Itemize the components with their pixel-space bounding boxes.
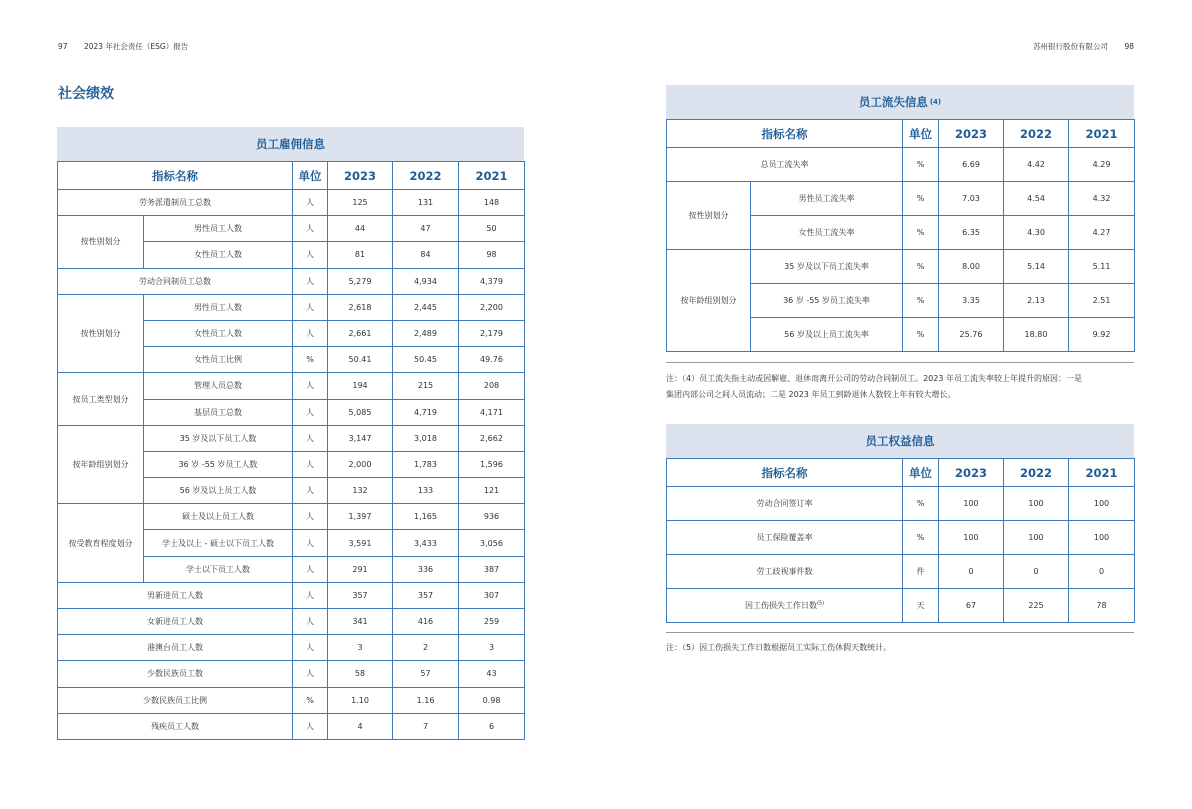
- table-row: [58, 373, 525, 399]
- table-row: [58, 661, 525, 687]
- value-2021: 1,596: [459, 451, 525, 477]
- row-unit: %: [293, 687, 328, 713]
- header-indicator: 指标名称: [667, 120, 903, 148]
- value-2021: 100: [1069, 521, 1135, 555]
- row-label: 女性员工人数: [144, 320, 293, 346]
- table-row: [58, 687, 525, 713]
- header-unit: 单位: [903, 120, 939, 148]
- row-unit: 人: [293, 530, 328, 556]
- table-header-row: [58, 162, 525, 190]
- value-2021: 100: [1069, 487, 1135, 521]
- row-unit: 人: [293, 713, 328, 739]
- value-2023: 3.35: [939, 284, 1004, 318]
- row-unit: 人: [293, 451, 328, 477]
- row-unit: 人: [293, 582, 328, 608]
- table-header-row: [667, 120, 1135, 148]
- header-2023: 2023: [328, 162, 393, 190]
- employment-caption: 员工雇佣信息: [57, 127, 524, 161]
- value-2023: 7.03: [939, 182, 1004, 216]
- value-2022: 4,719: [393, 399, 459, 425]
- left-header: [58, 41, 202, 52]
- row-unit: %: [903, 521, 939, 555]
- value-2023: 4: [328, 713, 393, 739]
- value-2023: 100: [939, 521, 1004, 555]
- row-group-label: 按性别划分: [58, 216, 144, 268]
- row-label: 少数民族员工比例: [58, 687, 293, 713]
- row-group-label: 按受教育程度划分: [58, 504, 144, 583]
- value-2023: 3: [328, 635, 393, 661]
- value-2021: 2.51: [1069, 284, 1135, 318]
- row-label: 56 岁及以上员工人数: [144, 478, 293, 504]
- row-label: 学士及以上 - 硕士以下员工人数: [144, 530, 293, 556]
- company-name: 苏州银行股份有限公司: [1033, 42, 1109, 51]
- value-2023: 291: [328, 556, 393, 582]
- value-2021: 387: [459, 556, 525, 582]
- value-2023: 2,661: [328, 320, 393, 346]
- row-unit: %: [903, 318, 939, 352]
- right-page-number: 98: [1124, 42, 1134, 51]
- header-2022: 2022: [393, 162, 459, 190]
- value-2021: 6: [459, 713, 525, 739]
- value-2023: 1,397: [328, 504, 393, 530]
- table-row: [667, 589, 1135, 623]
- row-unit: %: [903, 250, 939, 284]
- turnover-caption: 员工流失信息 (4): [666, 85, 1134, 119]
- row-unit: 人: [293, 320, 328, 346]
- row-unit: 人: [293, 216, 328, 242]
- value-2021: 3,056: [459, 530, 525, 556]
- header-2023: 2023: [939, 120, 1004, 148]
- value-2021: 9.92: [1069, 318, 1135, 352]
- table-row: [58, 268, 525, 294]
- row-unit: 人: [293, 504, 328, 530]
- value-2022: 3,433: [393, 530, 459, 556]
- left-page-number: 97: [58, 42, 68, 51]
- value-2023: 81: [328, 242, 393, 268]
- row-unit: 人: [293, 556, 328, 582]
- employment-table: [57, 127, 524, 740]
- value-2022: 1,783: [393, 451, 459, 477]
- turnover-note: [666, 371, 1136, 403]
- header-unit: 单位: [903, 459, 939, 487]
- value-2023: 8.00: [939, 250, 1004, 284]
- row-label-cell: [667, 487, 903, 521]
- value-2022: 133: [393, 478, 459, 504]
- value-2022: 336: [393, 556, 459, 582]
- table-row: [667, 487, 1135, 521]
- row-label: 男性员工人数: [144, 216, 293, 242]
- value-2022: 4.42: [1004, 148, 1069, 182]
- value-2023: 100: [939, 487, 1004, 521]
- value-2021: 50: [459, 216, 525, 242]
- row-group-label: 按性别划分: [667, 182, 751, 250]
- row-label: 56 岁及以上员工流失率: [751, 318, 903, 352]
- row-label: 基层员工总数: [144, 399, 293, 425]
- row-label-cell: [667, 521, 903, 555]
- value-2021: 4,171: [459, 399, 525, 425]
- value-2021: 4,379: [459, 268, 525, 294]
- row-label: 员工保险覆盖率: [756, 533, 813, 542]
- turnover-note-line2: 集团内部公司之间人员流动；二是 2023 年员工到龄退休人数较上年有较大增长。: [666, 390, 956, 399]
- rights-caption: 员工权益信息: [666, 424, 1134, 458]
- table-row: [667, 521, 1135, 555]
- value-2023: 67: [939, 589, 1004, 623]
- value-2022: 7: [393, 713, 459, 739]
- value-2021: 2,662: [459, 425, 525, 451]
- row-group-label: 按年龄组别划分: [667, 250, 751, 352]
- value-2023: 132: [328, 478, 393, 504]
- row-label-footnote: (5): [816, 600, 825, 607]
- value-2021: 78: [1069, 589, 1135, 623]
- row-group-label: 按员工类型划分: [58, 373, 144, 425]
- value-2022: 3,018: [393, 425, 459, 451]
- value-2023: 25.76: [939, 318, 1004, 352]
- value-2022: 2.13: [1004, 284, 1069, 318]
- row-label: 港澳台员工人数: [58, 635, 293, 661]
- header-2022: 2022: [1004, 120, 1069, 148]
- row-unit: 人: [293, 268, 328, 294]
- value-2022: 4,934: [393, 268, 459, 294]
- value-2021: 936: [459, 504, 525, 530]
- row-unit: 人: [293, 242, 328, 268]
- row-unit: 人: [293, 190, 328, 216]
- turnover-note-line1: 注：（4）员工流失指主动或因解雇、退休而离开公司的劳动合同制员工。2023 年员工流失率较上年提升的原因：一是: [666, 374, 1082, 383]
- turnover-table: [666, 85, 1134, 352]
- value-2022: 4.30: [1004, 216, 1069, 250]
- table-row: [667, 182, 1135, 216]
- row-label: 女性员工流失率: [751, 216, 903, 250]
- turnover-note-rule: [666, 362, 1134, 363]
- row-label: 男性员工人数: [144, 294, 293, 320]
- value-2023: 3,147: [328, 425, 393, 451]
- value-2021: 5.11: [1069, 250, 1135, 284]
- header-2023: 2023: [939, 459, 1004, 487]
- value-2023: 2,000: [328, 451, 393, 477]
- value-2022: 57: [393, 661, 459, 687]
- row-unit: 人: [293, 399, 328, 425]
- value-2021: 208: [459, 373, 525, 399]
- value-2023: 58: [328, 661, 393, 687]
- row-group-label: 按年龄组别划分: [58, 425, 144, 504]
- row-label: 劳动合同制员工总数: [58, 268, 293, 294]
- turnover-caption-note: (4): [929, 98, 942, 106]
- value-2021: 98: [459, 242, 525, 268]
- value-2022: 4.54: [1004, 182, 1069, 216]
- value-2022: 84: [393, 242, 459, 268]
- value-2021: 43: [459, 661, 525, 687]
- row-group-label: 按性别划分: [58, 294, 144, 373]
- row-unit: 人: [293, 635, 328, 661]
- row-label: 36 岁 -55 岁员工人数: [144, 451, 293, 477]
- row-label: 男新进员工人数: [58, 582, 293, 608]
- table-row: [58, 582, 525, 608]
- row-unit: 人: [293, 294, 328, 320]
- row-label: 劳务派遣制员工总数: [58, 190, 293, 216]
- value-2022: 1.16: [393, 687, 459, 713]
- value-2023: 5,085: [328, 399, 393, 425]
- row-label: 女性员工比例: [144, 347, 293, 373]
- value-2022: 18.80: [1004, 318, 1069, 352]
- header-indicator: 指标名称: [667, 459, 903, 487]
- table-row: [58, 190, 525, 216]
- row-unit: 人: [293, 609, 328, 635]
- value-2022: 2,445: [393, 294, 459, 320]
- row-unit: 人: [293, 425, 328, 451]
- row-label: 36 岁 -55 岁员工流失率: [751, 284, 903, 318]
- value-2021: 2,200: [459, 294, 525, 320]
- value-2021: 4.29: [1069, 148, 1135, 182]
- row-label: 硕士及以上员工人数: [144, 504, 293, 530]
- header-indicator: 指标名称: [58, 162, 293, 190]
- value-2021: 0: [1069, 555, 1135, 589]
- value-2023: 0: [939, 555, 1004, 589]
- value-2022: 215: [393, 373, 459, 399]
- value-2022: 50.45: [393, 347, 459, 373]
- report-title: 2023 年社会责任（ESG）报告: [83, 42, 189, 51]
- table-header-row: [667, 459, 1135, 487]
- row-label: 35 岁及以下员工流失率: [751, 250, 903, 284]
- row-label: 总员工流失率: [667, 148, 903, 182]
- value-2022: 5.14: [1004, 250, 1069, 284]
- row-label: 少数民族员工数: [58, 661, 293, 687]
- row-label: 女新进员工人数: [58, 609, 293, 635]
- row-unit: %: [903, 487, 939, 521]
- value-2022: 225: [1004, 589, 1069, 623]
- value-2023: 2,618: [328, 294, 393, 320]
- value-2023: 5,279: [328, 268, 393, 294]
- value-2021: 4.27: [1069, 216, 1135, 250]
- row-unit: 人: [293, 373, 328, 399]
- table-row: [58, 504, 525, 530]
- value-2023: 6.35: [939, 216, 1004, 250]
- section-title: 社会绩效: [58, 86, 114, 102]
- header-2021: 2021: [1069, 120, 1135, 148]
- row-unit: 件: [903, 555, 939, 589]
- row-unit: %: [903, 148, 939, 182]
- value-2021: 259: [459, 609, 525, 635]
- value-2023: 194: [328, 373, 393, 399]
- table-row: [58, 425, 525, 451]
- row-label: 学士以下员工人数: [144, 556, 293, 582]
- row-label: 劳工歧视事件数: [756, 567, 813, 576]
- value-2021: 3: [459, 635, 525, 661]
- row-label: 劳动合同签订率: [756, 499, 813, 508]
- table-row: [58, 216, 525, 242]
- row-label: 残疾员工人数: [58, 713, 293, 739]
- table-row: [58, 635, 525, 661]
- row-unit: %: [293, 347, 328, 373]
- value-2022: 0: [1004, 555, 1069, 589]
- value-2022: 131: [393, 190, 459, 216]
- row-label-cell: [667, 589, 903, 623]
- value-2021: 121: [459, 478, 525, 504]
- table-row: [667, 555, 1135, 589]
- value-2023: 50.41: [328, 347, 393, 373]
- value-2021: 148: [459, 190, 525, 216]
- row-label: 35 岁及以下员工人数: [144, 425, 293, 451]
- table-row: [58, 294, 525, 320]
- value-2023: 44: [328, 216, 393, 242]
- value-2021: 307: [459, 582, 525, 608]
- value-2022: 47: [393, 216, 459, 242]
- table-row: [667, 250, 1135, 284]
- rights-note: 注：（5）因工伤损失工作日数根据员工实际工伤休假天数统计。: [666, 643, 892, 652]
- value-2022: 100: [1004, 487, 1069, 521]
- row-unit: 人: [293, 661, 328, 687]
- rights-note-rule: [666, 632, 1134, 633]
- header-2021: 2021: [1069, 459, 1135, 487]
- value-2023: 125: [328, 190, 393, 216]
- value-2022: 357: [393, 582, 459, 608]
- value-2023: 357: [328, 582, 393, 608]
- value-2022: 416: [393, 609, 459, 635]
- value-2021: 49.76: [459, 347, 525, 373]
- value-2021: 4.32: [1069, 182, 1135, 216]
- table-row: [58, 713, 525, 739]
- value-2023: 3,591: [328, 530, 393, 556]
- table-row: [58, 609, 525, 635]
- value-2022: 1,165: [393, 504, 459, 530]
- value-2023: 1.10: [328, 687, 393, 713]
- value-2021: 2,179: [459, 320, 525, 346]
- row-label: 女性员工人数: [144, 242, 293, 268]
- value-2022: 2: [393, 635, 459, 661]
- header-2022: 2022: [1004, 459, 1069, 487]
- value-2022: 100: [1004, 521, 1069, 555]
- row-unit: %: [903, 182, 939, 216]
- rights-table: [666, 424, 1134, 623]
- row-label-cell: [667, 555, 903, 589]
- value-2023: 341: [328, 609, 393, 635]
- value-2022: 2,489: [393, 320, 459, 346]
- row-unit: %: [903, 216, 939, 250]
- row-unit: 人: [293, 478, 328, 504]
- row-label: 管理人员总数: [144, 373, 293, 399]
- value-2023: 6.69: [939, 148, 1004, 182]
- row-label: 因工伤损失工作日数: [744, 601, 817, 610]
- header-2021: 2021: [459, 162, 525, 190]
- header-unit: 单位: [293, 162, 328, 190]
- row-unit: %: [903, 284, 939, 318]
- row-unit: 天: [903, 589, 939, 623]
- table-row: [667, 148, 1135, 182]
- value-2021: 0.98: [459, 687, 525, 713]
- row-label: 男性员工流失率: [751, 182, 903, 216]
- right-header: [1033, 41, 1134, 52]
